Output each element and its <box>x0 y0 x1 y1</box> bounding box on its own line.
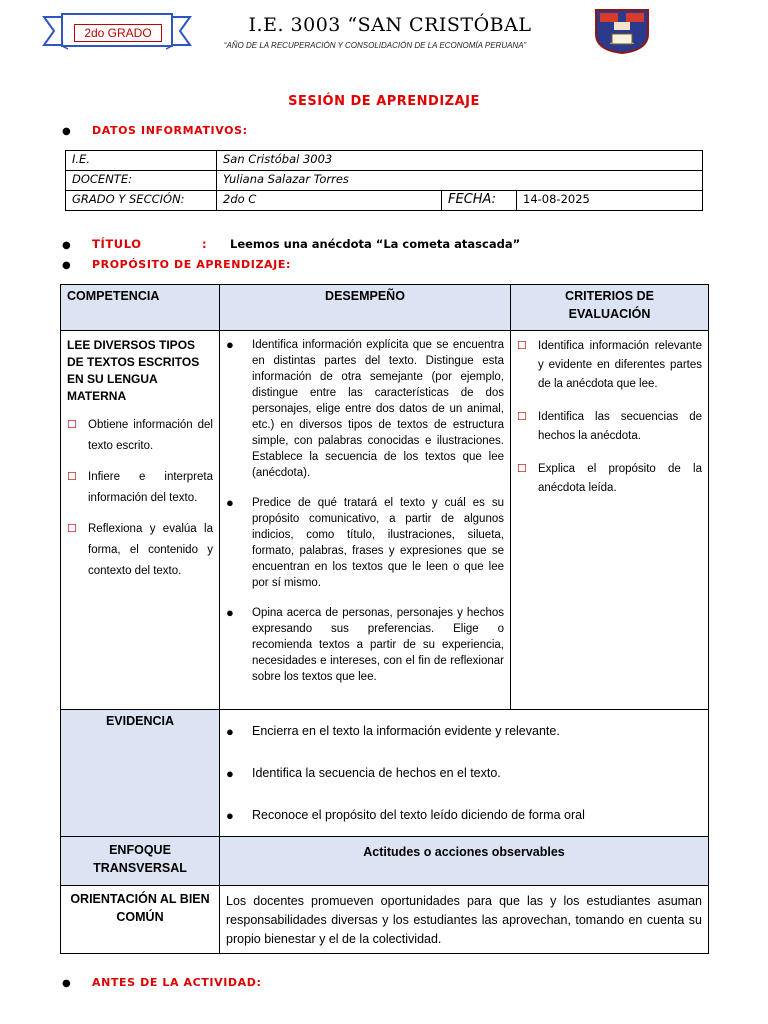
orientacion-text: Los docentes promueven oportunidades para que las y los estudiantes asuman responsabilidades diversas y los estudiantes las aprovechan, tomando en cuenta su propio bienestar y el de la colectividad. <box>220 886 709 954</box>
capacidad-text: Obtiene información del texto escrito. <box>88 419 213 452</box>
bullet-icon: ● <box>62 240 71 251</box>
docente-value: Yuliana Salazar Torres <box>217 171 703 191</box>
table-row <box>61 331 709 710</box>
checkbox-icon: ☐ <box>67 471 77 483</box>
school-crest-logo <box>594 8 650 54</box>
bullet-icon: ● <box>226 765 234 781</box>
datos-heading-text: DATOS INFORMATIVOS: <box>92 124 248 137</box>
enfoque-label: ENFOQUE TRANSVERSAL <box>61 837 220 886</box>
titulo-label: TÍTULO <box>92 237 142 251</box>
evidencia-cell <box>220 710 709 837</box>
competencia-cell <box>61 331 220 710</box>
table-row <box>66 191 703 211</box>
grade-label: 2do GRADO <box>74 24 162 42</box>
session-title: SESIÓN DE APRENDIZAJE <box>288 94 480 109</box>
criterios-cell <box>511 331 709 710</box>
actitudes-label: Actitudes o acciones observables <box>220 837 709 886</box>
titulo-line <box>62 237 520 251</box>
list-item <box>67 519 213 582</box>
evidencia-label: EVIDENCIA <box>61 710 220 837</box>
datos-heading <box>62 124 248 137</box>
table-row <box>66 151 703 171</box>
list-item <box>517 460 702 498</box>
bullet-icon: ● <box>62 978 72 989</box>
evidencia-text: Identifica la secuencia de hechos en el texto. <box>252 766 501 780</box>
bullet-icon: ● <box>226 807 234 823</box>
competencia-title: LEE DIVERSOS TIPOS DE TEXTOS ESCRITOS EN SU LENGUA MATERNA <box>67 338 200 403</box>
list-item <box>220 710 708 752</box>
school-title: I.E. 3003 “SAN CRISTÓBAL <box>248 14 532 36</box>
criterio-text: Identifica las secuencias de hechos la anécdota. <box>538 411 702 442</box>
checkbox-icon: ☐ <box>517 411 527 423</box>
list-item <box>220 794 708 836</box>
bullet-icon: ● <box>226 495 234 510</box>
antes-heading-text: ANTES DE LA ACTIVIDAD: <box>92 976 262 989</box>
list-item <box>220 752 708 794</box>
capacidad-text: Infiere e interpreta información del texto. <box>88 471 213 504</box>
list-item <box>226 495 504 591</box>
antes-heading <box>62 976 261 989</box>
table-row <box>61 837 709 886</box>
titulo-value: Leemos una anécdota “La cometa atascada” <box>230 237 521 251</box>
learning-purpose-table <box>60 284 709 954</box>
desempeno-text: Predice de qué tratará el texto y cuál es su propósito comunicativo, a partir de algunos indicios, como título, ilustraciones, silueta, formato, palabras, frases y expresiones que se encuentran en los textos que le leen o que lee por sí mismo. <box>252 497 504 589</box>
checkbox-icon: ☐ <box>517 463 527 475</box>
info-table <box>65 150 703 211</box>
checkbox-icon: ☐ <box>67 523 77 535</box>
capacidad-text: Reflexiona y evalúa la forma, el contenido y contexto del texto. <box>88 523 213 577</box>
list-item <box>67 467 213 509</box>
bullet-icon: ● <box>62 260 72 271</box>
checkbox-icon: ☐ <box>67 419 77 431</box>
desempeno-cell <box>220 331 511 710</box>
header-competencia: COMPETENCIA <box>61 285 220 331</box>
list-item <box>517 337 702 394</box>
header-criterios: CRITERIOS DE EVALUACIÓN <box>511 285 709 331</box>
desempeno-text: Identifica información explícita que se encuentra en distintas partes del texto. Distingue esta información de otra semejante (por ejemplo, distingue entre las características de dos personajes, elige entre dos datos de un animal, etc.) en diversos tipos de textos de estructura simple, con palabras conocidas e ilustraciones. Establece la secuencia de los textos que lee (anécdota). <box>252 339 504 479</box>
orientacion-label: ORIENTACIÓN AL BIEN COMÚN <box>61 886 220 954</box>
titulo-colon: : <box>202 237 207 251</box>
table-row <box>66 171 703 191</box>
grado-label: GRADO Y SECCIÓN: <box>66 191 217 211</box>
bullet-icon: ● <box>226 605 234 620</box>
grado-value: 2do C <box>217 191 442 211</box>
evidencia-text: Encierra en el texto la información evidente y relevante. <box>252 724 560 738</box>
header-desempeno: DESEMPEÑO <box>220 285 511 331</box>
bullet-icon: ● <box>62 126 72 137</box>
list-item <box>226 605 504 685</box>
proposito-heading-text: PROPÓSITO DE APRENDIZAJE: <box>92 258 291 271</box>
table-header-row <box>61 285 709 331</box>
ie-value: San Cristóbal 3003 <box>217 151 703 171</box>
proposito-heading <box>62 258 291 271</box>
table-row <box>61 886 709 954</box>
table-row <box>61 710 709 837</box>
bullet-icon: ● <box>226 337 234 352</box>
checkbox-icon: ☐ <box>517 340 527 352</box>
desempeno-text: Opina acerca de personas, personajes y hechos expresando sus preferencias. Elige o recomienda textos a partir de su experiencia, necesidades e intereses, con el fin de reflexionar sobre los textos que lee. <box>252 607 504 683</box>
criterio-text: Identifica información relevante y evidente en diferentes partes de la anécdota que lee. <box>538 340 702 390</box>
fecha-value: 14-08-2025 <box>517 191 703 211</box>
list-item <box>226 337 504 481</box>
ie-label: I.E. <box>66 151 217 171</box>
bullet-icon: ● <box>226 723 234 739</box>
criterio-text: Explica el propósito de la anécdota leída. <box>538 463 702 494</box>
list-item <box>67 415 213 457</box>
school-motto: “AÑO DE LA RECUPERACIÓN Y CONSOLIDACIÓN DE LA ECONOMÍA PERUANA” <box>223 41 527 50</box>
fecha-label: FECHA: <box>442 191 517 211</box>
evidencia-text: Reconoce el propósito del texto leído diciendo de forma oral <box>252 808 585 822</box>
docente-label: DOCENTE: <box>66 171 217 191</box>
list-item <box>517 408 702 446</box>
